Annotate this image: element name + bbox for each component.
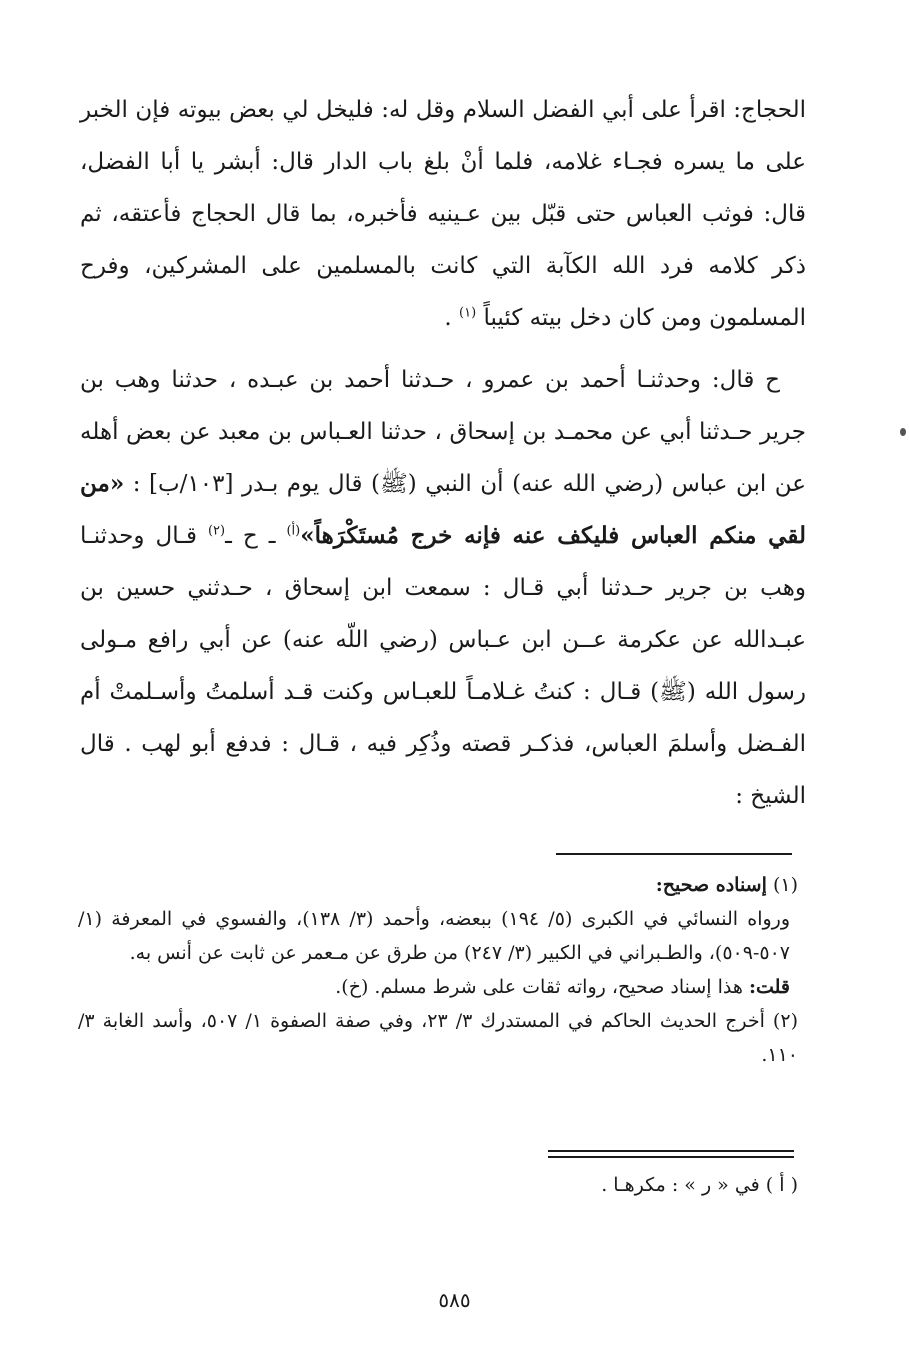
paragraph-1-end: . <box>444 305 452 331</box>
variant-ref-a: (أ) <box>286 523 301 539</box>
footnote-1-qult: قلت: <box>748 976 790 998</box>
manuscript-variants <box>78 1168 798 1202</box>
footnote-1-heading <box>78 868 798 902</box>
footnote-ref-1: (١) <box>459 305 477 321</box>
paragraph-2-text-b: ـ ح ـ <box>225 523 276 549</box>
main-text <box>80 84 806 822</box>
hadith-quote: «من لقي منكم العباس فليكف عنه فإنه خرج مُستَكْرَهاً» <box>80 470 806 549</box>
paragraph-2 <box>80 354 806 822</box>
variant-separator-bottom <box>548 1156 794 1158</box>
page-number: ٥٨٥ <box>438 1288 471 1312</box>
variant-separator-top <box>548 1150 794 1152</box>
footnote-1-title: إسناده صحيح: <box>655 874 767 896</box>
footnotes <box>78 868 798 1072</box>
footnote-ref-2: (٢) <box>207 523 226 539</box>
paragraph-1-text: الحجاج: اقرأ على أبي الفضل السلام وقل له: فليخل لي بعض بيوته فإن الخبر على ما يسره فجـاء غلامه، فلما أنْ بلغ باب الدار قال: أبشر يا أبا الفضل، قال: فوثب العباس حتى قبّل بين عـينيه فأخبره، بما قال الحجاج فأعتقه، ثم ذكر كلامه فرد الله الكآبة التي كانت بالمسلمين على المشركين، وفرح المسلمون ومن كان دخل بيته كئيباً <box>80 97 806 331</box>
footnote-2: (٢) أخرج الحديث الحاكم في المستدرك ٣/ ٢٣، وفي صفة الصفوة ١/ ٥٠٧، وأسد الغابة ٣/ ١١٠. <box>78 1010 798 1066</box>
footnote-1-comment <box>78 970 798 1004</box>
variant-note-a: ( أ ) في « ر » : مكرهـا . <box>601 1174 798 1196</box>
footnote-1-body: ورواه النسائي في الكبرى (٥/ ١٩٤) ببعضه، وأحمد (٣/ ١٣٨)، والفسوي في المعرفة (١/ ٥٠٧-٥٠٩)، والطـبراني في الكبير (٣/ ٢٤٧) من طرق عن مـعمر عن ثابت عن أنس به. <box>78 908 790 964</box>
paragraph-1 <box>80 84 806 344</box>
paragraph-2-text-a: ح قال: وحدثنـا أحمد بن عمرو ، حـدثنا أحمد بن عبـده ، حدثنا وهب بن جرير حـدثنا أبي عن محمـد بن إسحاق ، حدثنا العـباس بن معبد عن بعض أهله عن ابن عباس (رضي الله عنه) أن النبي (ﷺ) قال يوم بـدر [١٠٣/ب] : <box>80 367 807 497</box>
footnote-1-label: (١) <box>772 874 798 896</box>
footnote-1-qult-text: هذا إسناد صحيح، رواته ثقات على شرط مسلم. (خ). <box>335 976 743 998</box>
margin-mark <box>900 428 906 436</box>
footnote-separator <box>556 853 792 855</box>
paragraph-2-text-c: قـال وحدثنـا وهب بن جرير حـدثنا أبي قـال : سمعت ابن إسحاق ، حـدثني حسين بن عبـدالله عن عكرمة عــن ابن عـباس (رضي اللّه عنه) عن أبي رافع مـولى رسول الله (ﷺ) قـال : كنتُ غـلامـاً للعبـاس وكنت قـد أسلمتُ وأسـلمتْ أم الفـضل وأسلمَ العباس، فذكـر قصته وذُكِر فيه ، قـال : فدفع أبو لهب . قال الشيخ : <box>80 523 806 809</box>
